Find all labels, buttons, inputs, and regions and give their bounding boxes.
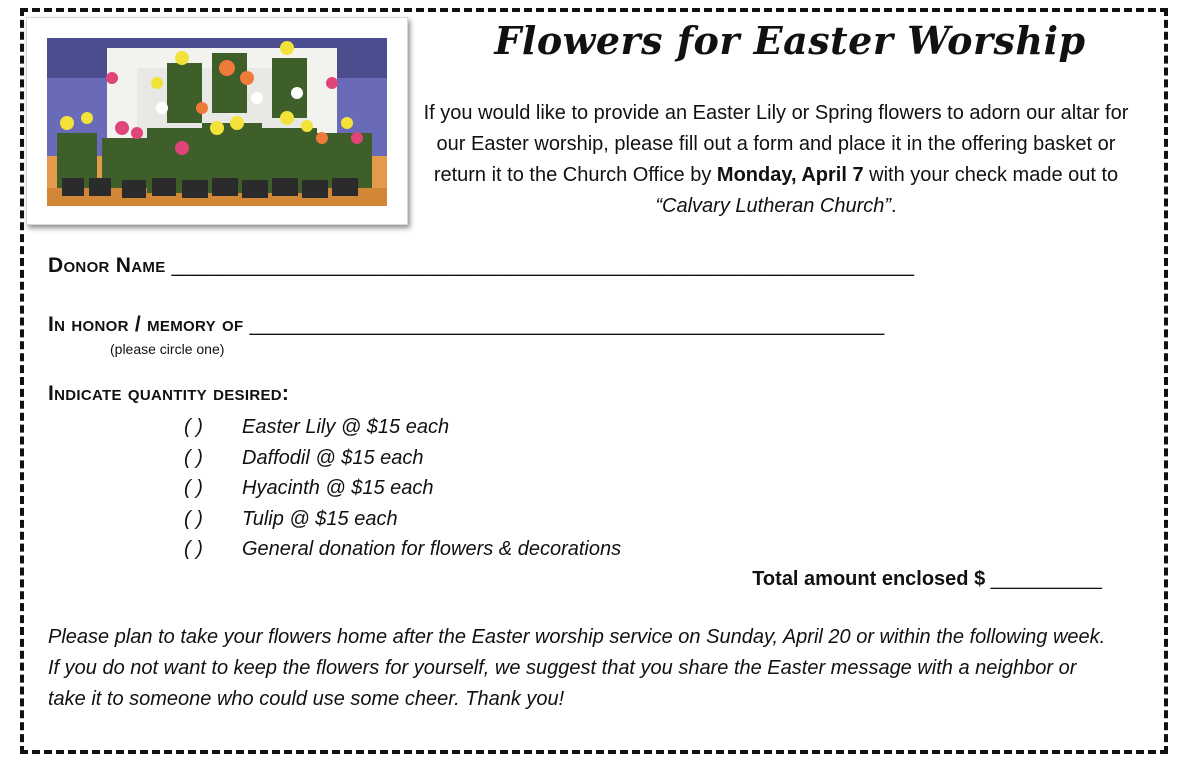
option-tulip xyxy=(184,508,398,531)
intro-paragraph xyxy=(412,98,1140,222)
intro-text-2: with your check made out to xyxy=(863,164,1119,186)
intro-payee: “Calvary Lutheran Church” xyxy=(655,195,892,217)
circle-one-note: (please circle one) xyxy=(110,341,225,357)
closing-paragraph: Please plan to take your flowers home after the Easter worship service on Sunday, April 20 or within the following week. If you do not want to keep the flowers for yourself, we suggest that you share the Easter message with a neighbor or take it to someone who could use some cheer. Thank you! xyxy=(48,626,1106,710)
quantity-blank[interactable]: ( ) xyxy=(184,508,203,530)
quantity-blank[interactable]: ( ) xyxy=(184,447,203,469)
honor-memory-label: In honor / memory of xyxy=(48,313,244,336)
option-easter-lily xyxy=(184,416,449,439)
quantity-heading: Indicate quantity desired: xyxy=(48,382,290,405)
intro-text-1: If you would like to provide an Easter Lily or Spring flowers to adorn our altar for our Easter worship, please fill out a form and place it in the offering basket or return it to the Church Office by xyxy=(423,102,1129,186)
intro-text-3: . xyxy=(891,195,897,217)
option-label: Easter Lily @ $15 each xyxy=(242,416,450,438)
option-label: Daffodil @ $15 each xyxy=(242,447,424,469)
donor-name-row xyxy=(48,254,914,278)
option-daffodil xyxy=(184,447,424,470)
quantity-blank[interactable]: ( ) xyxy=(184,538,203,560)
option-label: General donation for flowers & decorations xyxy=(242,538,622,560)
intro-deadline: Monday, April 7 xyxy=(716,164,864,186)
quantity-blank[interactable]: ( ) xyxy=(184,477,203,499)
easter-flowers-photo xyxy=(26,17,408,225)
total-amount-row xyxy=(752,568,1102,591)
total-amount-label: Total amount enclosed $ xyxy=(752,568,986,590)
total-amount-field[interactable]: __________ xyxy=(990,568,1102,590)
altar-flowers-image xyxy=(47,38,387,206)
option-general-donation xyxy=(184,538,621,561)
page-title: Flowers for Easter Worship xyxy=(494,18,1086,63)
option-label: Tulip @ $15 each xyxy=(242,508,398,530)
donor-name-label: Donor Name xyxy=(48,254,166,277)
option-label: Hyacinth @ $15 each xyxy=(242,477,434,499)
honor-memory-row xyxy=(48,313,885,337)
donor-name-field[interactable]: ______________________________________________________________ xyxy=(171,254,915,277)
honor-memory-field[interactable]: _____________________________________________________ xyxy=(249,313,885,336)
quantity-blank[interactable]: ( ) xyxy=(184,416,203,438)
option-hyacinth xyxy=(184,477,434,500)
